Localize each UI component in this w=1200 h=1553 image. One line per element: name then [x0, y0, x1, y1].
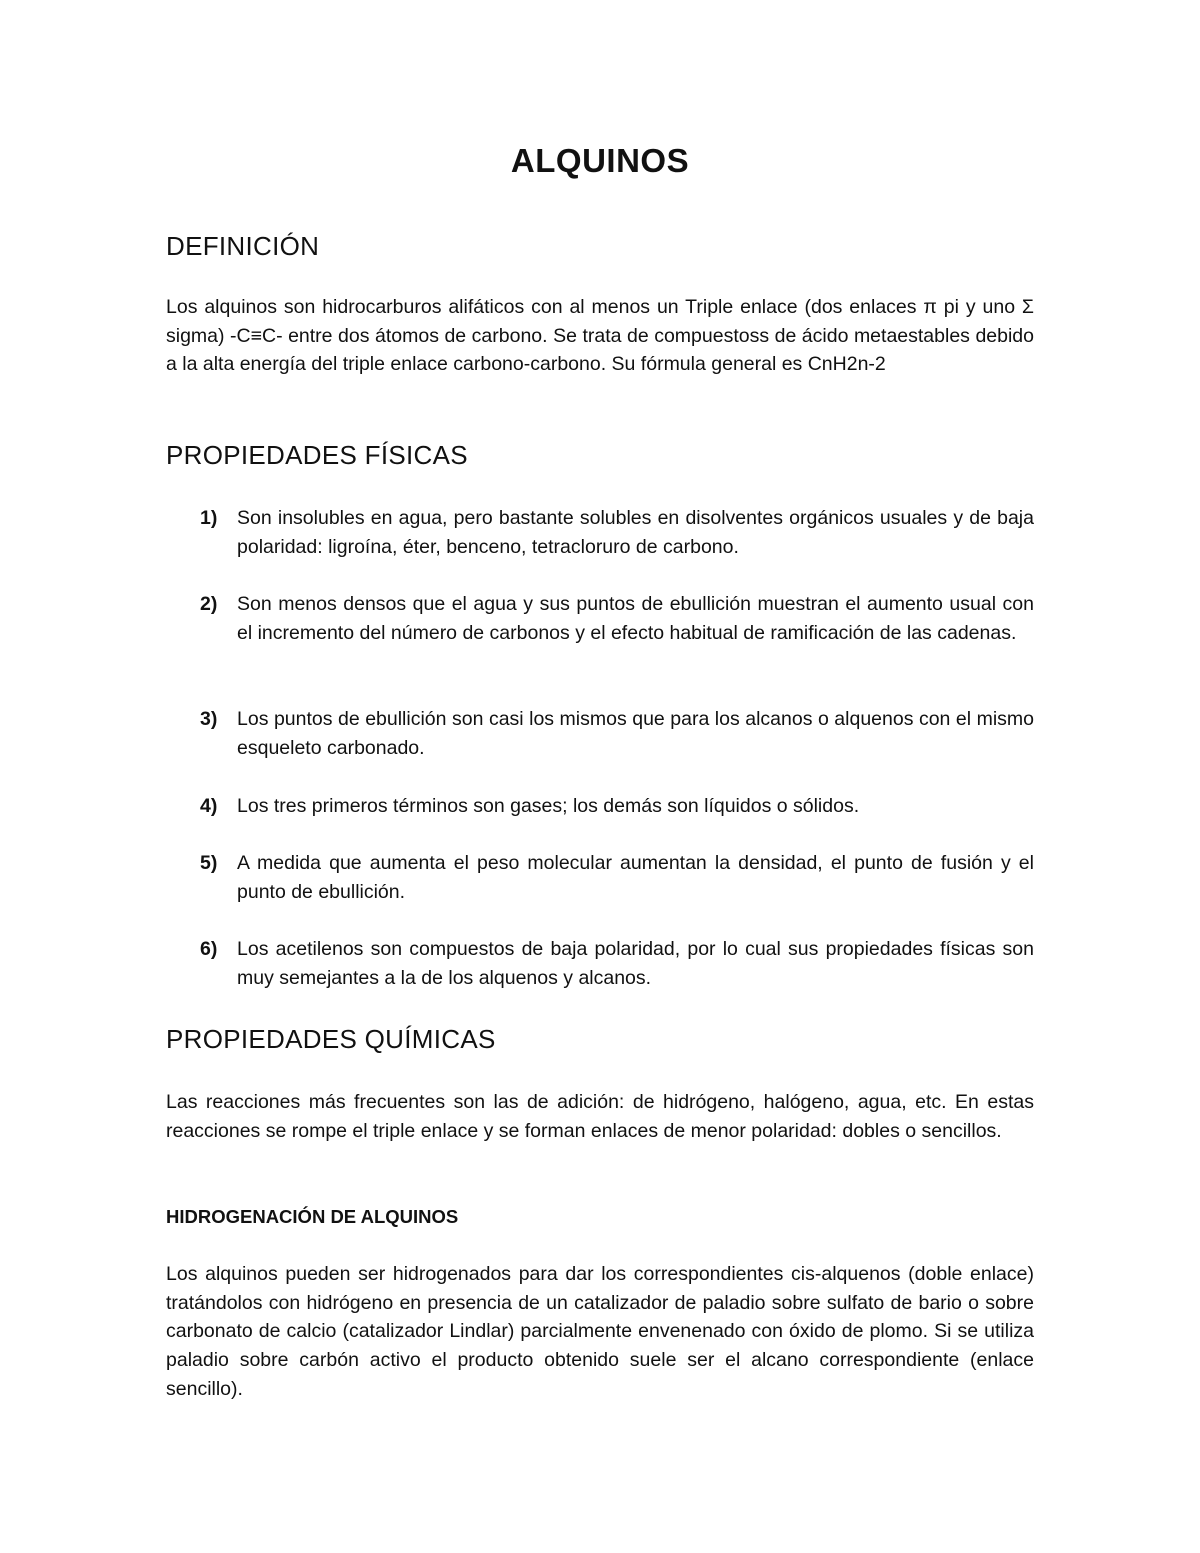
list-item-number: 4): [200, 795, 218, 817]
section-heading-propiedades-quimicas: PROPIEDADES QUÍMICAS: [166, 1024, 496, 1054]
list-item-text: Son insolubles en agua, pero bastante solubles en disolventes orgánicos usuales y de baja polaridad: ligroína, éter, benceno, tetracloruro de carbono.: [237, 507, 1034, 558]
list-item-number: 1): [200, 507, 218, 529]
list-item-text: Son menos densos que el agua y sus puntos de ebullición muestran el aumento usual con el incremento del número de carbonos y el efecto habitual de ramificación de las cadenas.: [237, 593, 1034, 644]
subsection-heading-hidrogenacion: HIDROGENACIÓN DE ALQUINOS: [166, 1206, 459, 1227]
list-item-text: A medida que aumenta el peso molecular aumentan la densidad, el punto de fusión y el punto de ebullición.: [237, 852, 1034, 903]
document-title: ALQUINOS: [510, 142, 690, 179]
quimicas-paragraph: Las reacciones más frecuentes son las de adición: de hidrógeno, halógeno, agua, etc. En estas reacciones se rompe el triple enlace y se forman enlaces de menor polaridad: dobles o sencillos.: [166, 1091, 1034, 1142]
section-heading-definicion: DEFINICIÓN: [166, 231, 320, 261]
list-item-number: 6): [200, 938, 218, 960]
hidrogenacion-paragraph: Los alquinos pueden ser hidrogenados para dar los correspondientes cis-alquenos (doble enlace) tratándolos con hidrógeno en presencia de un catalizador de paladio sobre sulfato de bario o sobre carbonato de calcio (catalizador Lindlar) parcialmente envenenado con óxido de plomo. Si se utiliza paladio sobre carbón activo el producto obtenido suele ser el alcano correspondiente (enlace sencillo).: [166, 1263, 1034, 1400]
list-item-text: Los puntos de ebullición son casi los mismos que para los alcanos o alquenos con el mismo esqueleto carbonado.: [237, 708, 1034, 759]
section-heading-propiedades-fisicas: PROPIEDADES FÍSICAS: [166, 440, 468, 470]
list-item-number: 2): [200, 593, 218, 615]
list-item-number: 5): [200, 852, 218, 874]
definicion-paragraph: Los alquinos son hidrocarburos alifáticos con al menos un Triple enlace (dos enlaces π pi y uno Σ sigma) -C≡C- entre dos átomos de carbono. Se trata de compuestoss de ácido metaestables debido a la alta energía del triple enlace carbono-carbono. Su fórmula general es CnH2n-2: [166, 296, 1034, 376]
list-item-number: 3): [200, 708, 218, 730]
list-item-text: Los acetilenos son compuestos de baja polaridad, por lo cual sus propiedades físicas son muy semejantes a la de los alquenos y alcanos.: [237, 938, 1034, 989]
list-item-text: Los tres primeros términos son gases; los demás son líquidos o sólidos.: [237, 795, 860, 817]
